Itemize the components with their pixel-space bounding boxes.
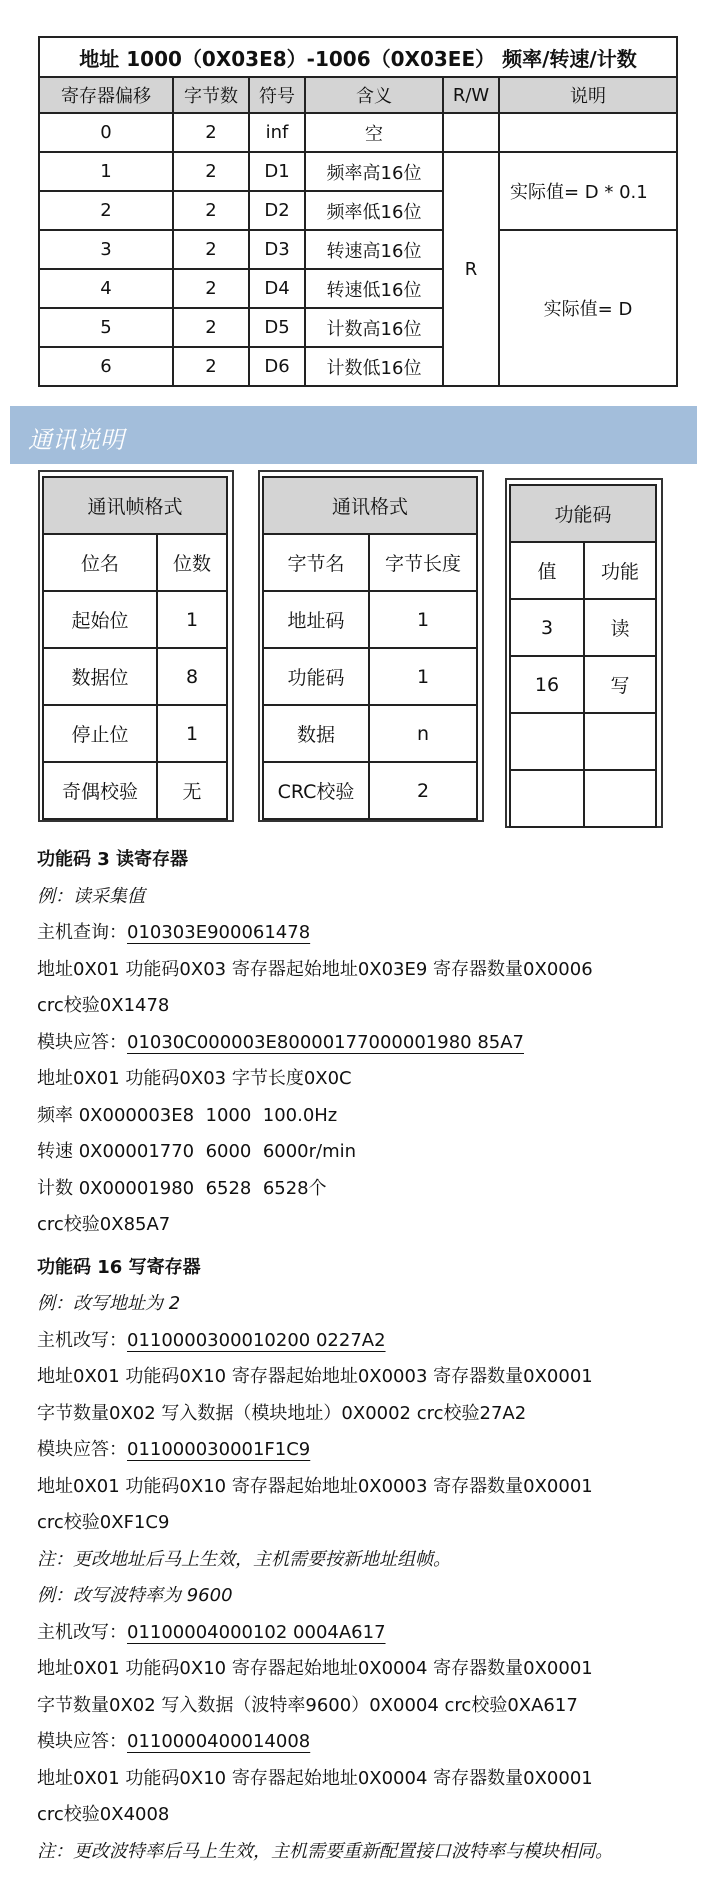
cell: [510, 713, 584, 770]
cell-symbol: D2: [249, 191, 305, 230]
table-row: [43, 705, 227, 762]
cell-note-freq: 实际值= D * 0.1: [499, 152, 677, 230]
detail-line: 地址0X01 功能码0X10 寄存器起始地址0X0004 寄存器数量0X0001: [37, 1658, 593, 1679]
table-row: [43, 648, 227, 705]
cell-meaning: 计数高16位: [305, 308, 443, 347]
label: 主机查询：: [37, 922, 127, 943]
fc16-example: 例：改写波特率为 9600: [37, 1585, 233, 1606]
cell-symbol: D3: [249, 230, 305, 269]
header-description: 说明: [499, 77, 677, 113]
detail-line: 字节数量0X02 写入数据（波特率9600）0X0004 crc校验0XA617: [37, 1694, 578, 1716]
cell: [510, 770, 584, 827]
cell-symbol: inf: [249, 113, 305, 152]
cell: 2: [369, 762, 477, 819]
hex-frame: 011000030001F1C9: [127, 1439, 311, 1460]
hex-frame: 01100004000102 0004A617: [127, 1621, 386, 1643]
func-code-title: 功能码: [510, 485, 656, 542]
cell: 地址码: [263, 591, 369, 648]
cell: 8: [157, 648, 227, 705]
cell: 功能码: [263, 648, 369, 705]
comm-header-name: 字节名: [263, 534, 369, 591]
section-title: 通讯说明: [28, 426, 124, 454]
cell: 1: [157, 591, 227, 648]
cell: 读: [584, 599, 656, 656]
hex-frame: 010303E900061478: [127, 922, 311, 943]
header-offset: 寄存器偏移: [39, 77, 173, 113]
fc3-response-line: [37, 1025, 707, 1062]
frame-format-title: 通讯帧格式: [43, 477, 227, 534]
detail-line: 地址0X01 功能码0X03 寄存器起始地址0X03E9 寄存器数量0X0006: [37, 958, 593, 980]
hex-frame: 01030C000003E80000177000001980 85A7: [127, 1031, 524, 1053]
header-symbol: 符号: [249, 77, 305, 113]
cell-offset: 2: [39, 191, 173, 230]
table-row: [43, 762, 227, 819]
frame-header-bits: 位数: [157, 534, 227, 591]
fc3-query-line: [37, 915, 707, 952]
register-table-title: 地址 1000（0X03E8）-1006（0X03EE） 频率/转速/计数: [39, 37, 677, 77]
detail-line: 地址0X01 功能码0X03 字节长度0X0C: [37, 1068, 352, 1089]
cell-note-empty: [499, 113, 677, 152]
table-row: [39, 230, 677, 269]
fc16-response-line: [37, 1724, 707, 1761]
fc16-example: 例：改写地址为 2: [37, 1293, 181, 1314]
detail-line: crc校验0XF1C9: [37, 1512, 170, 1533]
cell-offset: 4: [39, 269, 173, 308]
comm-format-table: [262, 476, 478, 820]
cell: 数据位: [43, 648, 157, 705]
cell: 1: [369, 591, 477, 648]
comm-header-length: 字节长度: [369, 534, 477, 591]
fc16-write-line: [37, 1323, 707, 1360]
detail-line: 字节数量0X02 写入数据（模块地址）0X0002 crc校验27A2: [37, 1402, 527, 1424]
detail-line: 转速 0X00001770 6000 6000r/min: [37, 1141, 357, 1162]
detail-line: 地址0X01 功能码0X10 寄存器起始地址0X0003 寄存器数量0X0001: [37, 1475, 593, 1497]
table-row: [263, 591, 477, 648]
fc3-heading: 功能码 3 读寄存器: [37, 849, 189, 870]
table-row: [39, 113, 677, 152]
cell-meaning: 转速低16位: [305, 269, 443, 308]
cell-meaning: 空: [305, 113, 443, 152]
frame-header-name: 位名: [43, 534, 157, 591]
detail-line: 频率 0X000003E8 1000 100.0Hz: [37, 1104, 338, 1126]
table-row: [510, 770, 656, 827]
cell: 1: [157, 705, 227, 762]
table-row: [263, 762, 477, 819]
detail-line: crc校验0X4008: [37, 1804, 170, 1825]
detail-line: crc校验0X1478: [37, 995, 170, 1016]
fc16-response-line: [37, 1432, 707, 1469]
cell-meaning: 转速高16位: [305, 230, 443, 269]
cell-symbol: D4: [249, 269, 305, 308]
cell-meaning: 频率高16位: [305, 152, 443, 191]
cell: 起始位: [43, 591, 157, 648]
func-header-value: 值: [510, 542, 584, 599]
fc16-heading: 功能码 16 写寄存器: [37, 1256, 201, 1278]
cell-offset: 1: [39, 152, 173, 191]
header-meaning: 含义: [305, 77, 443, 113]
cell: 1: [369, 648, 477, 705]
cell-note-other: 实际值= D: [499, 230, 677, 386]
cell: [584, 770, 656, 827]
cell: n: [369, 705, 477, 762]
register-table: [38, 36, 678, 387]
cell-bytes: 2: [173, 113, 249, 152]
protocol-description: [37, 842, 707, 1870]
cell-rw-empty: [443, 113, 499, 152]
note-line: 注：更改波特率后马上生效，主机需要重新配置接口波特率与模块相同。: [37, 1840, 613, 1862]
table-row: [263, 705, 477, 762]
cell-bytes: 2: [173, 152, 249, 191]
label: 模块应答：: [37, 1031, 127, 1053]
comm-format-title: 通讯格式: [263, 477, 477, 534]
section-header-band: [10, 406, 697, 464]
cell-symbol: D1: [249, 152, 305, 191]
cell-bytes: 2: [173, 191, 249, 230]
func-header-function: 功能: [584, 542, 656, 599]
header-rw: R/W: [443, 77, 499, 113]
cell-symbol: D6: [249, 347, 305, 386]
cell-offset: 0: [39, 113, 173, 152]
func-code-table: [509, 484, 657, 828]
cell-bytes: 2: [173, 308, 249, 347]
cell: 16: [510, 656, 584, 713]
cell-symbol: D5: [249, 308, 305, 347]
label: 主机改写：: [37, 1621, 127, 1643]
cell-offset: 5: [39, 308, 173, 347]
table-row: [263, 648, 477, 705]
note-line: 注：更改地址后马上生效，主机需要按新地址组帧。: [37, 1548, 451, 1570]
table-row: [43, 591, 227, 648]
header-bytes: 字节数: [173, 77, 249, 113]
cell-bytes: 2: [173, 269, 249, 308]
table-row: [510, 599, 656, 656]
cell: CRC校验: [263, 762, 369, 819]
cell: 停止位: [43, 705, 157, 762]
cell: 3: [510, 599, 584, 656]
detail-line: crc校验0X85A7: [37, 1214, 171, 1235]
detail-line: 地址0X01 功能码0X10 寄存器起始地址0X0004 寄存器数量0X0001: [37, 1767, 593, 1789]
label: 模块应答：: [37, 1439, 127, 1460]
hex-frame: 0110000400014008: [127, 1731, 311, 1752]
cell: 数据: [263, 705, 369, 762]
hex-frame: 0110000300010200 0227A2: [127, 1329, 386, 1351]
fc16-write-line: [37, 1615, 707, 1652]
cell-rw: R: [443, 152, 499, 386]
table-row: [39, 152, 677, 191]
label: 模块应答：: [37, 1731, 127, 1752]
fc3-example: 例：读采集值: [37, 885, 145, 907]
cell-meaning: 计数低16位: [305, 347, 443, 386]
cell-bytes: 2: [173, 230, 249, 269]
cell: 无: [157, 762, 227, 819]
table-row: [510, 713, 656, 770]
detail-line: 计数 0X00001980 6528 6528个: [37, 1177, 327, 1199]
label: 主机改写：: [37, 1329, 127, 1351]
table-row: [510, 656, 656, 713]
cell: 奇偶校验: [43, 762, 157, 819]
cell-meaning: 频率低16位: [305, 191, 443, 230]
cell: 写: [584, 656, 656, 713]
frame-format-table: [42, 476, 228, 820]
cell-offset: 6: [39, 347, 173, 386]
cell-offset: 3: [39, 230, 173, 269]
cell: [584, 713, 656, 770]
detail-line: 地址0X01 功能码0X10 寄存器起始地址0X0003 寄存器数量0X0001: [37, 1366, 593, 1387]
cell-bytes: 2: [173, 347, 249, 386]
